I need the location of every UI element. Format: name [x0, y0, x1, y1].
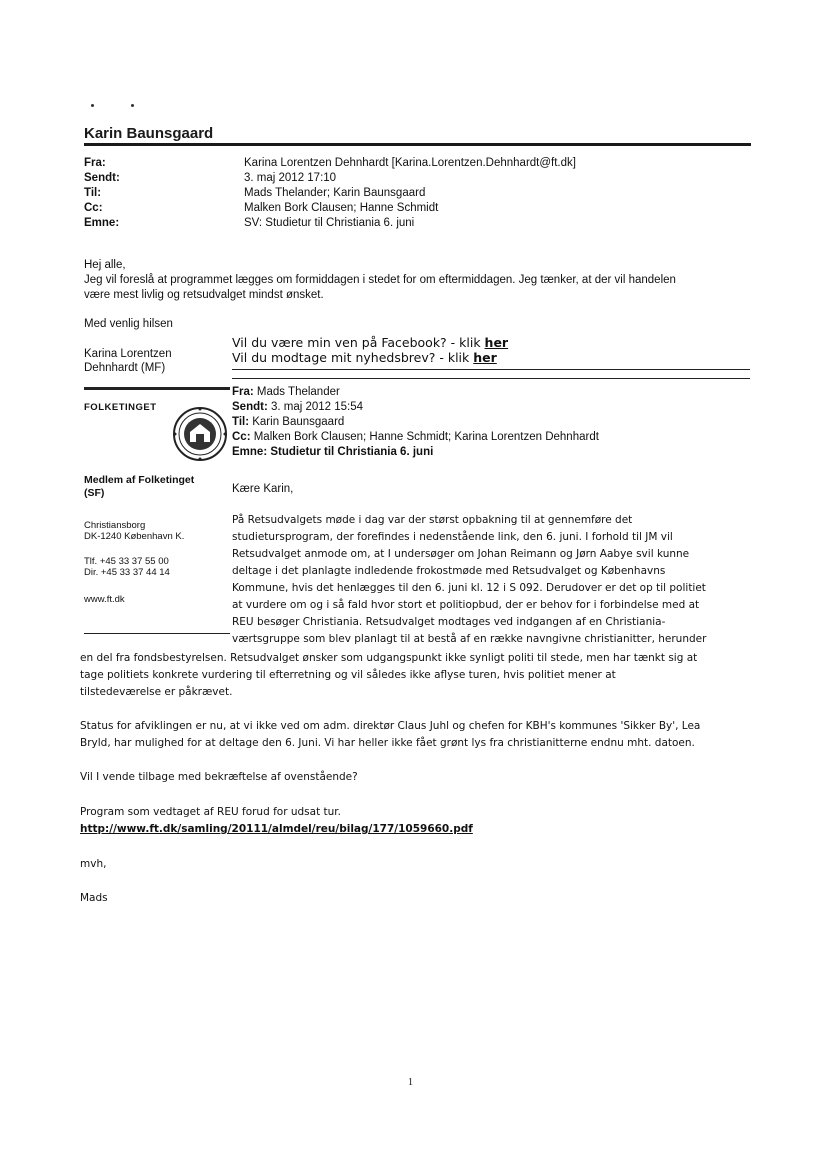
fwd-paragraph-1: På Retsudvalgets møde i dag var der størst opbakning til at gennemføre det studietursprogram, der forefindes i nedenstående link, den 6. juni. I forhold til JM vil Retsudvalget anmode om, at I undersøger om Johan Reimann og Jørn Aabye svil kunne deltage i det planlagte indledende frokostmøde med Retsudvalget og Københavns Kommune, hvis det henlægges til den 6. juni kl. 12 i S 092. Derudover er det op til politiet at vurdere om og i så fald hvor stort et politiopbud, der er behov for i forbindelse med at REU besøger Christiania. Retsudvalget modtages ved indgangen af en Christiania- værtsgruppe som blev planlagt til at bestå af en række navngivne christianitter, herunder [232, 514, 707, 645]
website: www.ft.dk [84, 594, 125, 605]
scan-mark [131, 104, 134, 107]
promo-rule [232, 369, 750, 370]
fwd-paragraph-3: Vil I vende tilbage med bekræftelse af ovenstående? [80, 771, 358, 783]
fwd-paragraph-2: Status for afviklingen er nu, at vi ikke ved om adm. direktør Claus Juhl og chefen for KBH's kommunes 'Sikker By', Lea Bryld, har mulighed for at deltage den 6. Juni. Vi har heller ikke fået grønt lys fra christianitterne endnu mht. datoen. [80, 720, 701, 749]
body-line: være mest livlig og retsudvalget mindst ønsket. [84, 289, 324, 301]
fwd-from: Fra: Mads Thelander [232, 386, 340, 398]
fwd-regards: mvh, [80, 858, 107, 870]
parliament-seal-icon [172, 406, 228, 462]
fwd-paragraph-1-cont: en del fra fondsbestyrelsen. Retsudvalget ønsker som udgangspunkt ikke synligt politi til stede, men har tænkt sig at tage politiets konkrete vurdering til efterretning og vil således ikke aflyse turen, hvis politiet mener at tilstedeværelse er påkrævet. [80, 652, 698, 698]
fwd-signoff: Mads [80, 892, 108, 904]
scan-mark [91, 104, 94, 107]
header-from: Fra: Karina Lorentzen Dehnhardt [Karina.Lorentzen.Dehnhardt@ft.dk] [84, 157, 576, 169]
forward-rule [232, 378, 750, 379]
closing: Med venlig hilsen [84, 318, 173, 330]
facebook-promo: Vil du være min ven på Facebook? - klik her [232, 335, 509, 350]
fwd-salutation: Kære Karin, [232, 483, 294, 495]
header-sent: Sendt: 3. maj 2012 17:10 [84, 172, 337, 184]
header-subject: Emne: SV: Studietur til Christiania 6. juni [84, 217, 415, 229]
address: Christiansborg DK-1240 København K. [84, 520, 185, 542]
fwd-sent: Sendt: 3. maj 2012 15:54 [232, 401, 364, 413]
facebook-link[interactable]: her [484, 335, 509, 350]
header-rule [84, 143, 751, 146]
header-to: Til: Mads Thelander; Karin Baunsgaard [84, 187, 426, 199]
greeting: Hej alle, [84, 259, 126, 271]
header-cc: Cc: Malken Bork Clausen; Hanne Schmidt [84, 202, 439, 214]
sender-name: Karin Baunsgaard [84, 125, 214, 142]
member-title: Medlem af Folketinget (SF) [84, 474, 195, 499]
newsletter-promo: Vil du modtage mit nyhedsbrev? - klik her [232, 350, 497, 365]
body-line: Jeg vil foreslå at programmet lægges om formiddagen i stedet for om eftermiddagen. Jeg tænker, at der vil handelen [84, 274, 676, 286]
fwd-subject: Emne: Studietur til Christiania 6. juni [232, 446, 434, 458]
fwd-paragraph-4: Program som vedtaget af REU forud for udsat tur. [80, 806, 342, 818]
phone-block: Tlf. +45 33 37 55 00 Dir. +45 33 37 44 14 [84, 556, 170, 578]
newsletter-link[interactable]: her [473, 350, 497, 365]
signature-rule [84, 387, 230, 390]
fwd-cc: Cc: Malken Bork Clausen; Hanne Schmidt; Karina Lorentzen Dehnhardt [232, 431, 599, 443]
org-name: FOLKETINGET [84, 402, 157, 413]
signature-name: Karina Lorentzen Dehnhardt (MF) [84, 348, 172, 374]
signature-bottom-rule [84, 633, 230, 634]
program-link[interactable]: http://www.ft.dk/samling/20111/almdel/reu/bilag/177/1059660.pdf [80, 823, 473, 835]
page-number: 1 [408, 1077, 413, 1088]
fwd-to: Til: Karin Baunsgaard [232, 416, 345, 428]
